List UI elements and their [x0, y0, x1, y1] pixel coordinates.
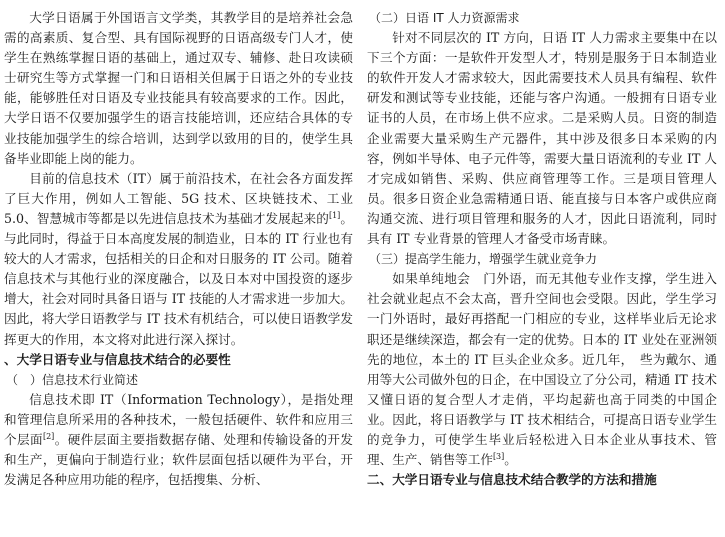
paragraph-it-definition: [4, 390, 353, 490]
paragraph-intro: 大学日语属于外国语言文学类，其教学目的是培养社会急需的高素质、复合型、具有国际视野的日语高级专门人才，使学生在熟练掌握日语的基础上，通过双专、辅修、赴日攻读硕士研究生等方式掌握一门和日语相关但属于日语之外的专业技能，能够胜任对日语及专业技能具有较高要求的工作。因此，大学日语不仅要加强学生的语言技能培训，还应结合具体的专业技能加强学生的综合培训，达到学以致用的目的，使学生具备毕业即能上岗的能力。: [4, 10, 353, 166]
subsection-heading-3: （三）提高学生能力，增强学生就业竞争力: [369, 252, 598, 267]
reference-marker: [2]: [42, 431, 55, 441]
paragraph-text: 目前的信息技术（IT）属于前沿技术，在社会各方面发挥了巨大作用，例如人工智能、5G 技术、区块链技术、工业 5.0、智慧城市等都是以先进信息技术为基础才发展起来的: [4, 170, 353, 226]
right-column: [367, 8, 717, 490]
reference-marker: [3]: [492, 451, 505, 461]
subsection-heading-1: （ ）信息技术行业简述: [6, 372, 139, 387]
paragraph-hr-demand: 针对不同层次的 IT 方向，日语 IT 人力需求主要集中在以下三个方面：一是软件开发型人才，特别是服务于日本制造业的软件开发人才需求较大，因此需要技术人员具有编程、软件研发和测试等专业技能，还能与客户沟通。一般拥有日语专业证书的人员，在市场上供不应求。二是采购人员。日资的制造企业需要大量采购生产元器件，其中涉及很多日本采购的内容，例如半导体、电子元件等，需要大量日语流利的专业 IT 人才完成如销售、采购、供应商管理等工作。三是项目管理人员。很多日资企业急需精通日语、能直接与日本客户或供应商沟通交流、进行项目管理和服务的人才，因此日语流利，同时具有 IT 专业背景的管理人才备受市场青睐。: [367, 30, 717, 247]
reference-marker: [1]: [328, 210, 341, 220]
paragraph-text: 信息技术即 IT（Information Technology），是指处理和管理信息所采用的各种技术，一般包括硬件、软件和应用三个层面: [4, 391, 353, 447]
section-heading-2: 二、大学日语专业与信息技术结合教学的方法和措施: [367, 472, 657, 488]
paragraph-competitiveness: [367, 269, 717, 470]
section-heading-1: 、大学日语专业与信息技术结合的必要性: [4, 351, 231, 367]
paragraph-text: 如果单纯地会 门外语，而无其他专业作支撑，学生进入社会就业起点不会太高，晋升空间也会受限。因此，学生学习一门外语时，最好再搭配一门相应的专业，这样毕业后无论求职还是继续深造，都会有一定的优势。日本的 IT 业处在亚洲领先的地位，本土的 IT 巨头企业众多。近几年， 些为戴尔、通用等大公司做外包的日企，在中国设立了分公司，精通 IT 技术又懂日语的复合型人才走俏，平均起薪也高于同类的中国企业。因此，将日语教学与 IT 技术相结合，可提高日语专业学生的竞争力，可使学生毕业后轻松进入日本企业从事技术、管理、生产、销售等工作: [367, 271, 717, 468]
paragraph-it-background: [4, 169, 353, 350]
paragraph-text: 。硬件层面主要指数据存储、处理和传输设备的开发和生产，更偏向于制造行业；软件层面包括以硬件为平台，开发满足各种应用功能的程序，包括搜集、分析、: [4, 431, 354, 488]
paragraph-text: 。: [504, 452, 517, 468]
left-column: [4, 8, 353, 490]
paragraph-text: 。与此同时，得益于日本高度发展的制造业，日本的 IT 行业也有较大的人才需求，包括相关的日企和对日服务的 IT 公司。随着信息技术与其他行业的深度融合，以及日本对中国投资的逐步增大，社会对同时具备日语与 IT 技能的人才需求进一步加大。因此，将大学日语教学与 IT 技术有机结合，可以使日语教学发挥更大的作用，本文将对此进行深入探讨。: [4, 210, 353, 347]
subsection-heading-2: （二）日语 IT 人力资源需求: [369, 11, 520, 25]
